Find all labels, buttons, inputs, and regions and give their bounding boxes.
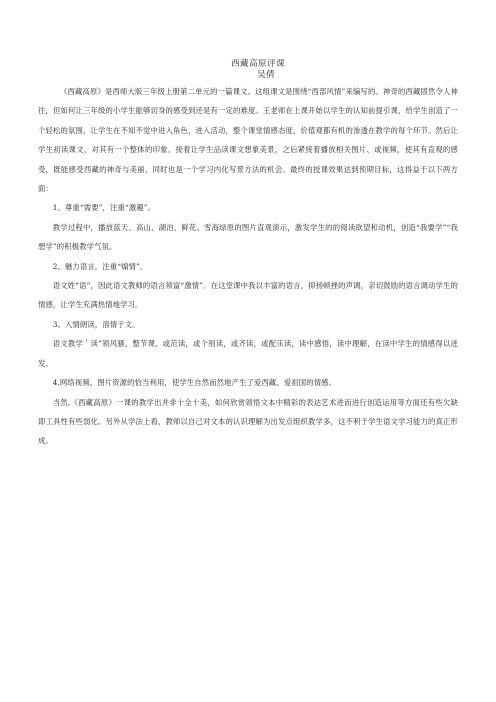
conclusion-paragraph: 当然,《西藏高原》一课的教学出并非十全十美，如何欣赏领悟文本中精彩的表达艺术进而进行创造运用等方面还有些欠缺即工具性有些弱化。另外从学法上看，教师以自己对文本的认识理解为出发点组织教学多，这不利于学生语文学习能力的真正形成。 bbox=[38, 397, 458, 446]
point-4-paragraph: 4.网络视频、图片资源的恰当利用，使学生自然而然地产生了爱西藏、爱祖国的情感。 bbox=[52, 378, 337, 388]
point-3-paragraph: 语文教学＇读”领风骚，整节课，或范读，或个别读，或齐读，或配乐读，读中感悟，读中理解，在读中学生的情感得以迸发。 bbox=[38, 339, 458, 368]
document-author: 吴倩 bbox=[257, 70, 275, 80]
point-2-heading: 2、魅力语言，注重“煽情”。 bbox=[52, 261, 148, 271]
document-body bbox=[38, 58, 458, 451]
intro-paragraph: 《西藏高原》是西师大版三年级上册第二单元的一篇课文。这组课文是围绕“西部风情”来编写的。神奇的西藏固然令人神往，但如何让三年级的小学生能够切身的感受到还是有一定的难度。王老师在上课开始以学生的认知前提引课，给学生创造了一个轻松的氛围，让学生在不知不觉中进入角色，进入活动，整个课堂情感态度，价值观都有机的渗透在教学的每个环节。然后让学生初读课文，对其有一个整体的印象。接着让学生品读课文想象美景，之后紧接着播放相关图片、或视频，使其有直观的感受，既能感受西藏的神奇与美丽，同时也是一个学习内化写景方法的机会。最终的授课效果达到预期目标，这得益于以下两方面： bbox=[38, 87, 458, 194]
point-1-paragraph: 教学过程中，播放蓝天、高山、湖泊、鲜花、雪海绿原的图片直观演示，激发学生的的阅读欲望和动机，创造“我要学”“我想学”的积极教学气氛。 bbox=[38, 222, 458, 252]
point-3-heading: 3、入情朗读，溶情于文。 bbox=[52, 319, 140, 329]
document-title: 西藏高原评课 bbox=[231, 59, 285, 69]
point-1-heading: 1、尊重“需要”，注重“激趣”。 bbox=[52, 203, 156, 213]
point-2-paragraph: 语文姓“语”，因此语文教师的语言须富“激情”．在这堂课中我以丰富的语言，抑扬顿挫的声调，亲切鼓励的语言调动学生的情感，让学生充满热情地学习。 bbox=[38, 281, 458, 310]
